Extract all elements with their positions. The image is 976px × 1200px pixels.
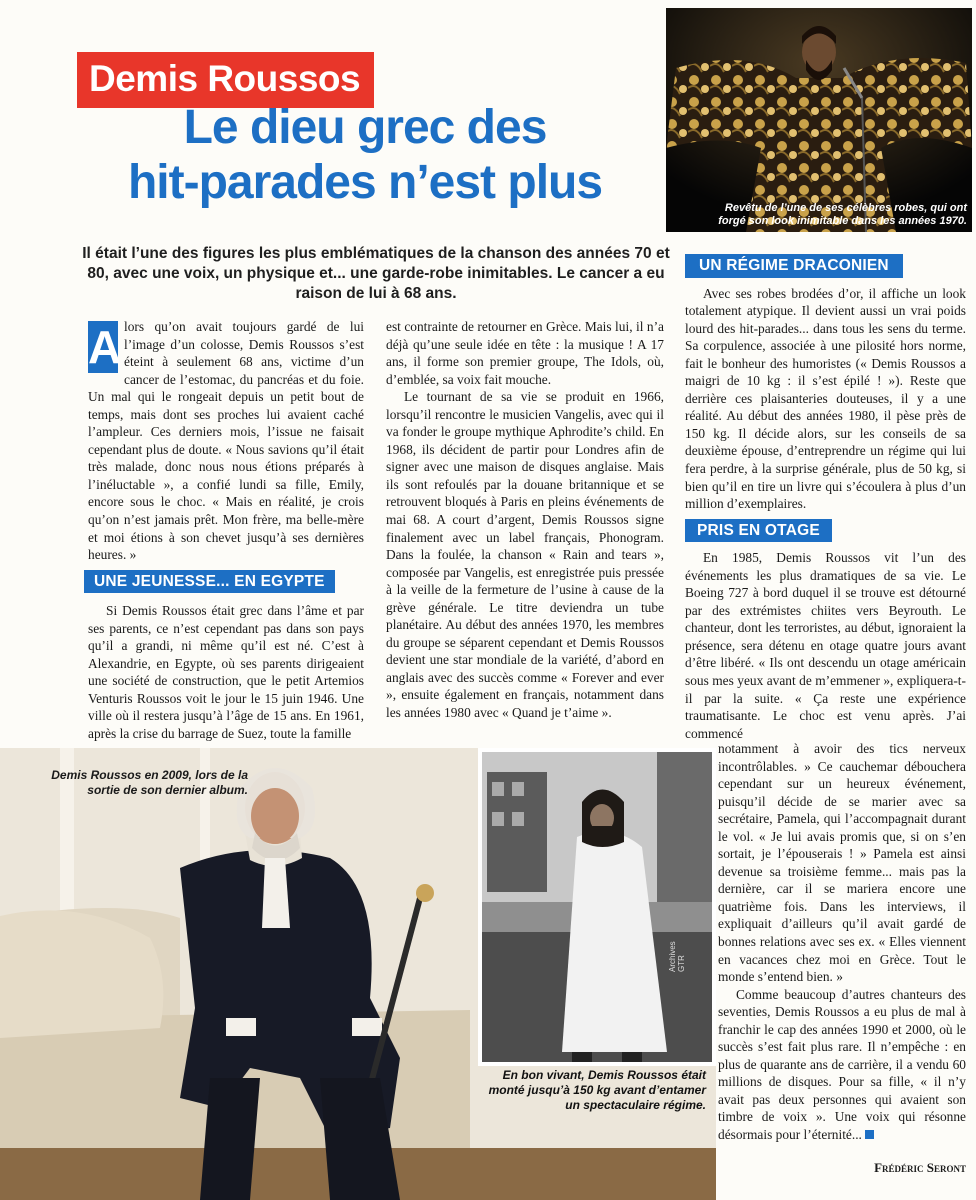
stage-photo-illustration: [666, 8, 972, 232]
body-paragraph: Avec ses robes brodées d’or, il affiche un look totalement atypique. Il devient aussi un vrai poids lourd des hit-parades... dans tous les sens du terme. Sa corpulence, associée à une pilosité hors norme, fait le bonheur des humoristes (« Demis Roussos a maigri de 10 kg : il s’est épilé ! »). Reste que derrière ces plaisanteries douteuses, il y a une réalité. Au début des années 1980, il pèse près de 150 kg. Il décide alors, sur les conseils de sa deuxième épouse, d’entreprendre un régime qui lui fera perdre, à la surprise générale, plus de 50 kg, si bien qu’il en tire un livre qui s’écoulera à plus d’un million d’exemplaires.: [685, 285, 966, 512]
body-paragraph: En 1985, Demis Roussos vit l’un des événements les plus dramatiques de sa vie. Le Boeing 727 à bord duquel il se trouve est détourné par des extrémistes chiites vers Beyrouth. Le chanteur, dont les terroristes, au début, ignoraient la présence, sera détenu en otage quatre jours avant d’être libéré. « Ils ont descendu un otage américain sous mes yeux avant de m’emmener », expliquera-t-il par la suite. « Ça reste une expérience traumatisante. Le choc est venu après. J’ai commencé: [685, 550, 966, 741]
body-paragraph: Comme beaucoup d’autres chanteurs des seventies, Demis Roussos a eu plus de mal à franchir le cap des années 1990 et 2000, où le succès s’est fait plus rare. Il n’empêche : en plus de quarante ans de carrière, il a vendu 60 millions de disques. Pour sa fille, « il n’y avait pas deux personnes qui avaient son timbre de voix ». Une voix qui résonne désormais pour l’éternité...: [718, 986, 966, 1143]
intro-paragraph: Il était l’une des figures les plus emblématiques de la chanson des années 70 et 80, avec une voix, un physique et... une garde-robe inimitables. Le cancer a eu raison de lui à 68 ans.: [82, 245, 670, 302]
headline-line-1: Le dieu grec des: [183, 101, 547, 154]
stage-photo: [666, 8, 972, 232]
body-paragraph: est contrainte de retourner en Grèce. Mais lui, il n’a déjà qu’une seule idée en tête : la musique ! A 17 ans, il forme son premier groupe, The Idols, où, d’emblée, sa voix fait mouche.: [386, 319, 664, 387]
bw-photo-illustration: [482, 752, 712, 1062]
stage-photo-caption: Revêtu de l’une de ses célèbres robes, qui ont forgé son look inimitable dans les années 1970.: [718, 202, 967, 227]
subhead-wrapper: [685, 519, 966, 543]
body-paragraph: notamment à avoir des tics nerveux incontrôlables. » Ce cauchemar débouchera cependant sur un heureux événement, puisqu’il décide de se marier avec sa secrétaire, Pamela, qui l’accompagnait durant le vol. « Je lui avais promis que, si on s’en sortait, je l’épouserais ! » Pamela est ainsi devenue sa troisième femme... mais pas la dernière, car il se mariera encore une quatrième fois. Dans les interviews, il expliquait d’ailleurs qu’il avait gardé de bonnes relations avec ses ex. « Elles viennent en vacances chez moi en Grèce. Tout le monde s’entend bien. »: [718, 741, 966, 985]
column-1: [88, 318, 364, 743]
body-paragraph: A lors qu’on avait toujours gardé de lui l’image d’un colosse, Demis Roussos s’est éteint à seulement 68 ans, victime d’un cancer de l’estomac, du pancréas et du foie. Un mal qui le rongeait depuis un petit bout de temps, mais dont ses proches lui avaient caché l’ampleur. Ces derniers mois, l’issue ne faisait cependant plus de doute. « Nous savions qu’il était très malade, donc nous nous étions préparés à l’inéluctable », a confié lundi sa fille, Emily, encore sous le choc. « Mais en réalité, je crois qu’on n’est jamais prêt. Mon frère, ma belle-mère et moi étions à son chevet jusqu’à ses dernières heures. »: [88, 319, 364, 563]
column-2: [386, 318, 664, 722]
subhead-regime: UN RÉGIME DRACONIEN: [685, 254, 903, 278]
bw-photo-caption: En bon vivant, Demis Roussos était monté jusqu’à 150 kg avant d’entamer un spectaculaire régime.: [488, 1068, 706, 1112]
headline: [60, 100, 670, 210]
subhead-wrapper: [685, 254, 966, 278]
subhead-wrapper: [84, 570, 364, 594]
sofa-photo-caption: Demis Roussos en 2009, lors de la sortie de son dernier album.: [51, 768, 248, 797]
bw-photo-credit: Archives GTR: [668, 941, 686, 972]
subhead-otage: PRIS EN OTAGE: [685, 519, 832, 543]
column-3: [685, 254, 966, 742]
end-mark: [865, 1130, 874, 1139]
bw-photo: [478, 748, 716, 1066]
drop-cap: A: [88, 321, 122, 373]
body-paragraph: Si Demis Roussos était grec dans l’âme et par ses parents, ce n’est cependant pas dans son pays qu’il a grandi, ni même qu’il est né. C’est à Alexandrie, en Egypte, où ses parents dirigeaient une société de construction, que le petit Artemios Venturis Roussos voit le jour le 15 juin 1946. Une ville où il restera jusqu’à l’âge de 15 ans. En 1961, après la crise du barrage de Suez, toute la famille: [88, 603, 364, 742]
column-3-continued: [718, 740, 966, 1144]
subhead-jeunesse: UNE JEUNESSE... EN EGYPTE: [84, 570, 335, 594]
author-signature: Frédéric Seront: [874, 1160, 966, 1175]
body-paragraph: Le tournant de sa vie se produit en 1966, lorsqu’il rencontre le musicien Vangelis, avec qui il va fonder le groupe mythique Aphrodite’s child. En 1968, ils décident de partir pour Londres afin de signer avec une maison de disques anglaise. Mais ils sont refoulés par la douane britannique et se retrouvent bloqués à Paris en pleins événements de mai 68. A court d’argent, Demis Roussos signe finalement avec un label français, Phonogram. Dans la foulée, la chanson « Rain and tears », composée par Vangelis, est enregistrée puis pressée à la veille de la fermeture de l’usine à cause de la grève générale. Le titre deviendra un tube planétaire. Au début des années 1970, les membres du groupe se séparent cependant et Demis Roussos devient une star mondiale de la variété, d’abord en anglais avec des succès comme « Forever and ever », ensuite également en français, notamment dans les années 1980 avec « Quand je t’aime ».: [386, 389, 664, 721]
headline-line-2: hit-parades n’est plus: [127, 156, 603, 209]
kicker-label: Demis Roussos: [77, 52, 374, 108]
